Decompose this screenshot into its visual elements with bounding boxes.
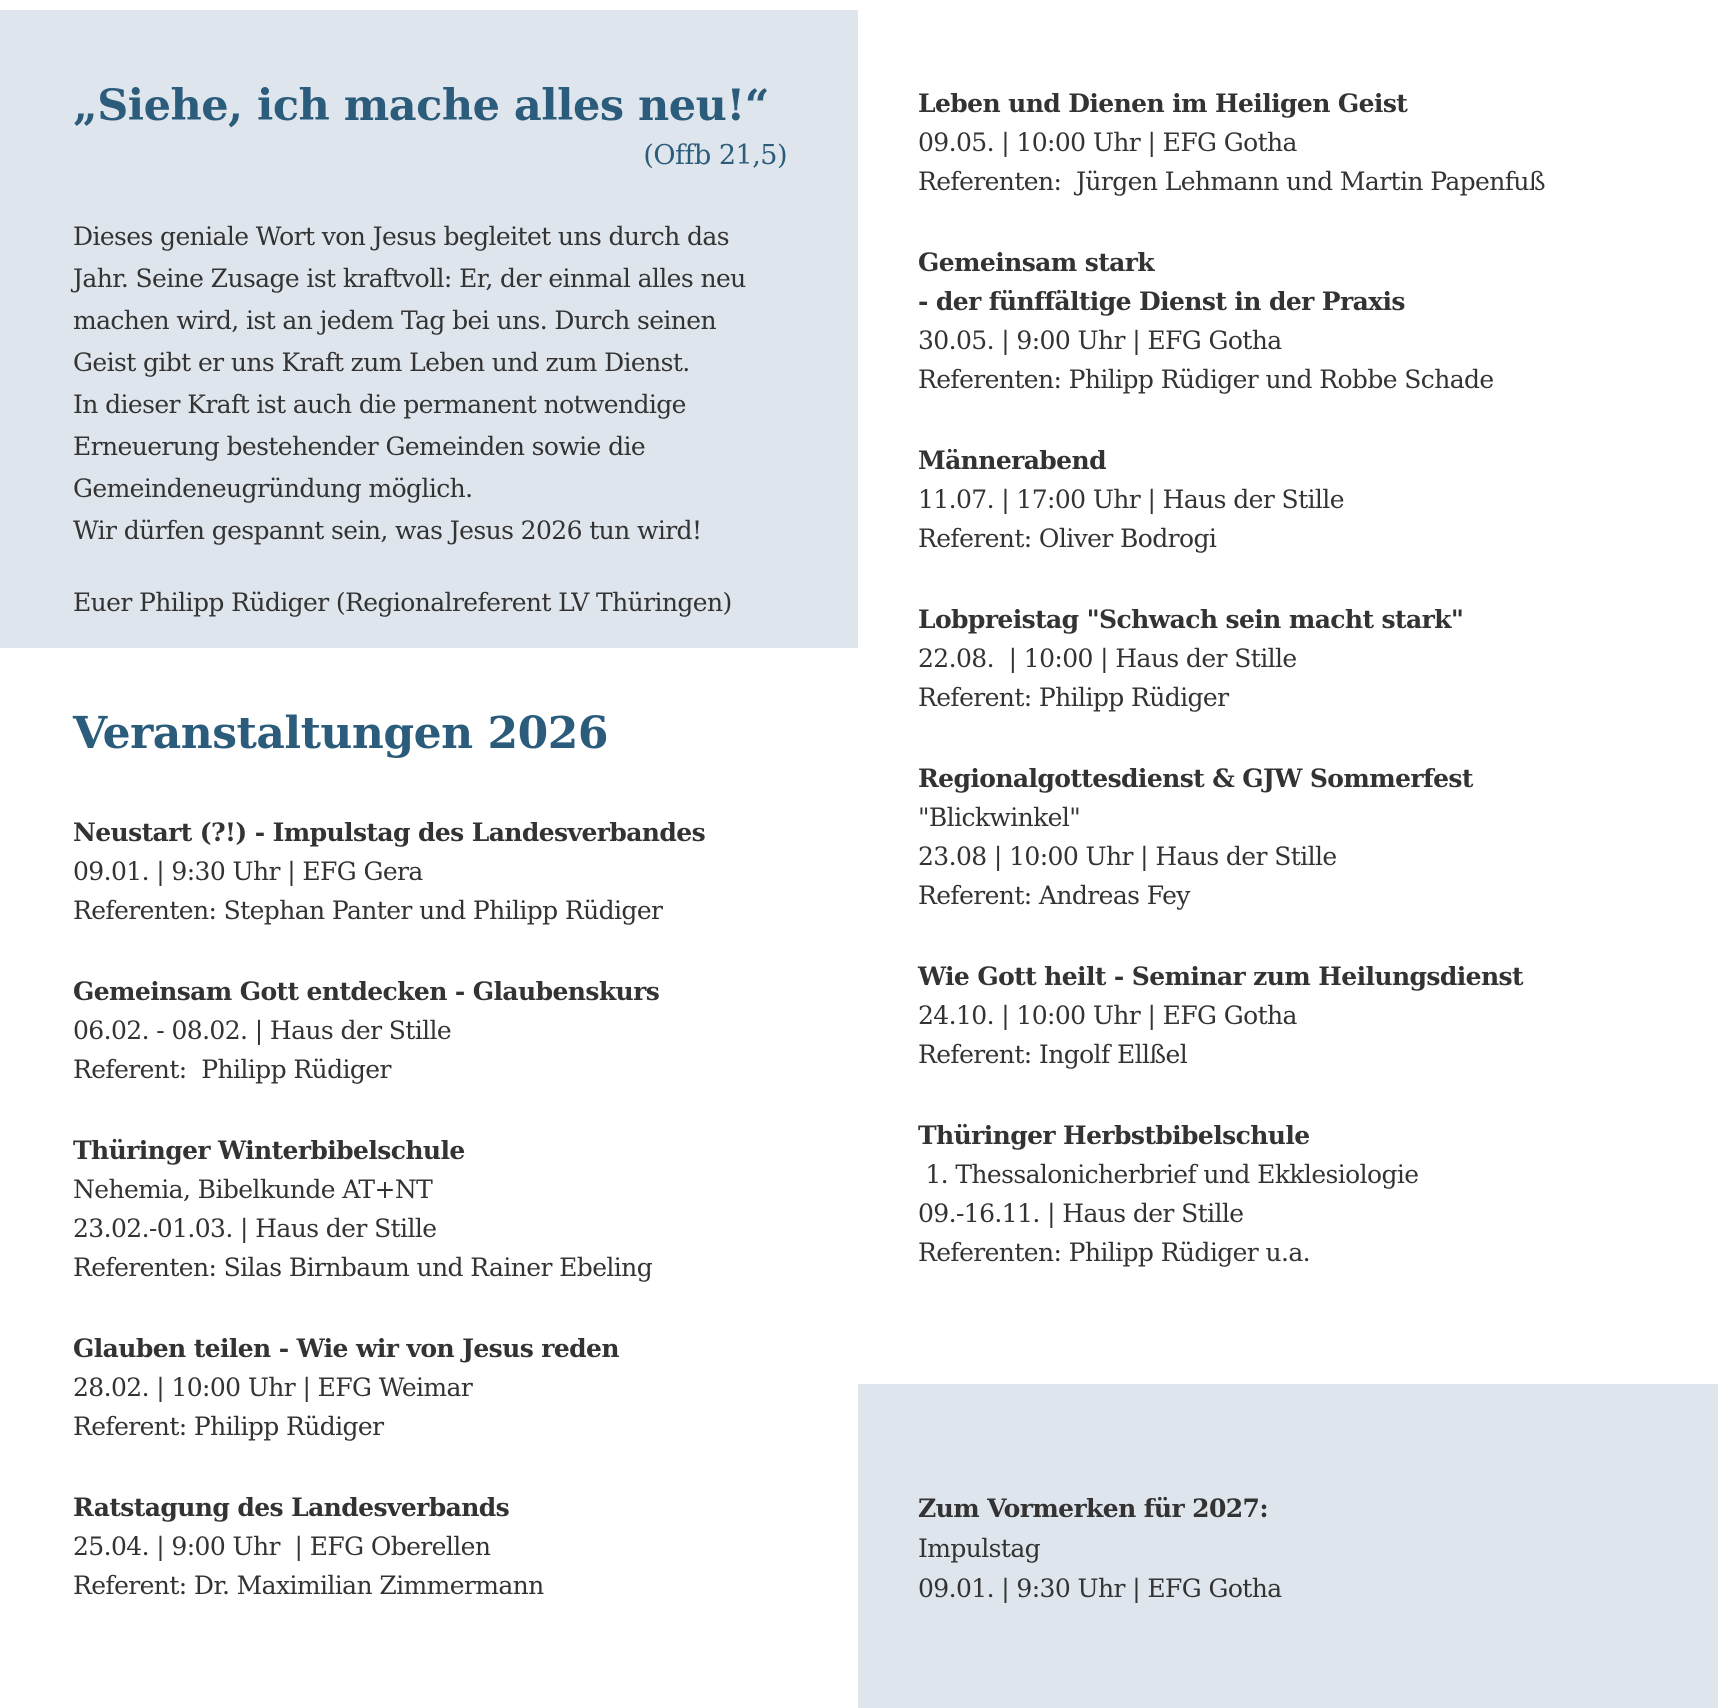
event-item: [918, 759, 1698, 915]
event-detail: Referent: Ingolf Ellßel: [918, 1040, 1188, 1069]
event-detail: Referenten: Philipp Rüdiger und Robbe Schade: [918, 365, 1494, 394]
event-detail: 30.05. | 9:00 Uhr | EFG Gotha: [918, 326, 1282, 355]
paragraph-line: Dieses geniale Wort von Jesus begleitet uns durch das: [73, 222, 729, 251]
paragraph-line: Wir dürfen gespannt sein, was Jesus 2026 tun wird!: [73, 516, 702, 545]
event-item: [918, 441, 1698, 558]
event-item: [73, 813, 805, 930]
event-detail: Referent: Andreas Fey: [918, 881, 1190, 910]
event-detail: Nehemia, Bibelkunde AT+NT: [73, 1175, 433, 1204]
event-detail: 06.02. - 08.02. | Haus der Stille: [73, 1016, 452, 1045]
event-title: Gemeinsam Gott entdecken - Glaubenskurs: [73, 977, 660, 1006]
event-detail: Referenten: Philipp Rüdiger u.a.: [918, 1238, 1311, 1267]
event-title: Glauben teilen - Wie wir von Jesus reden: [73, 1334, 619, 1363]
event-title: Männerabend: [918, 446, 1106, 475]
quote-heading: „Siehe, ich mache alles neu!“: [73, 81, 769, 131]
event-title: Neustart (?!) - Impulstag des Landesverbandes: [73, 818, 706, 847]
paragraph-line: Erneuerung bestehender Gemeinden sowie die: [73, 432, 646, 461]
event-detail: 28.02. | 10:00 Uhr | EFG Weimar: [73, 1373, 473, 1402]
event-detail: Referenten: Silas Birnbaum und Rainer Ebeling: [73, 1253, 653, 1282]
event-detail: Referent: Dr. Maximilian Zimmermann: [73, 1571, 544, 1600]
event-title: Thüringer Winterbibelschule: [73, 1136, 465, 1165]
event-item: [73, 972, 805, 1089]
event-detail: 1. Thessalonicherbrief und Ekklesiologie: [918, 1160, 1419, 1189]
event-item: [73, 1329, 805, 1446]
event-item: [918, 84, 1698, 201]
right-events-list: [918, 84, 1698, 1272]
event-item: [73, 1488, 805, 1605]
event-detail: Referent: Philipp Rüdiger: [73, 1055, 391, 1084]
right-column: [918, 84, 1698, 1314]
event-detail: Referenten: Jürgen Lehmann und Martin Papenfuß: [918, 167, 1546, 196]
event-detail: "Blickwinkel": [918, 803, 1081, 832]
event-item: [73, 1131, 805, 1287]
event-detail: 23.08 | 10:00 Uhr | Haus der Stille: [918, 842, 1337, 871]
paragraph-line: In dieser Kraft ist auch die permanent notwendige: [73, 390, 686, 419]
event-title: - der fünffältige Dienst in der Praxis: [918, 287, 1405, 316]
event-title: Gemeinsam stark: [918, 248, 1155, 277]
event-detail: 22.08. | 10:00 | Haus der Stille: [918, 644, 1297, 673]
event-detail: 11.07. | 17:00 Uhr | Haus der Stille: [918, 485, 1344, 514]
event-detail: Referenten: Stephan Panter und Philipp Rüdiger: [73, 896, 663, 925]
event-item: [918, 600, 1698, 717]
event-item: [918, 957, 1698, 1074]
quote-paragraph: [73, 216, 805, 552]
quote-reference: (Offb 21,5): [643, 140, 787, 171]
event-detail: 25.04. | 9:00 Uhr | EFG Oberellen: [73, 1532, 491, 1561]
event-detail: Referent: Philipp Rüdiger: [73, 1412, 384, 1441]
left-events-list: [73, 813, 805, 1605]
event-title: Wie Gott heilt - Seminar zum Heilungsdienst: [918, 962, 1523, 991]
event-title: Lobpreistag "Schwach sein macht stark": [918, 605, 1464, 634]
event-detail: 09.01. | 9:30 Uhr | EFG Gera: [73, 857, 423, 886]
save-the-date-box: [858, 1384, 1718, 1708]
save-the-date-line: 09.01. | 9:30 Uhr | EFG Gotha: [918, 1574, 1282, 1603]
quote-signature: Euer Philipp Rüdiger (Regionalreferent LV Thüringen): [73, 588, 732, 617]
event-detail: Referent: Oliver Bodrogi: [918, 524, 1217, 553]
event-title: Thüringer Herbstbibelschule: [918, 1121, 1310, 1150]
left-column: [73, 0, 805, 1647]
save-the-date-title: Zum Vormerken für 2027:: [918, 1494, 1268, 1523]
events-heading: Veranstaltungen 2026: [73, 708, 608, 759]
save-the-date-lines: [918, 1529, 1718, 1609]
event-detail: 23.02.-01.03. | Haus der Stille: [73, 1214, 437, 1243]
event-item: [918, 243, 1698, 399]
save-the-date-line: Impulstag: [918, 1534, 1041, 1563]
event-detail: 24.10. | 10:00 Uhr | EFG Gotha: [918, 1001, 1297, 1030]
event-title: Regionalgottesdienst & GJW Sommerfest: [918, 764, 1473, 793]
paragraph-line: Jahr. Seine Zusage ist kraftvoll: Er, der einmal alles neu: [73, 264, 746, 293]
event-detail: 09.05. | 10:00 Uhr | EFG Gotha: [918, 128, 1297, 157]
paragraph-line: machen wird, ist an jedem Tag bei uns. Durch seinen: [73, 306, 716, 335]
paragraph-line: Geist gibt er uns Kraft zum Leben und zum Dienst.: [73, 348, 690, 377]
event-item: [918, 1116, 1698, 1272]
event-title: Leben und Dienen im Heiligen Geist: [918, 89, 1408, 118]
paragraph-line: Gemeindeneugründung möglich.: [73, 474, 473, 503]
event-detail: Referent: Philipp Rüdiger: [918, 683, 1229, 712]
event-title: Ratstagung des Landesverbands: [73, 1493, 510, 1522]
event-detail: 09.-16.11. | Haus der Stille: [918, 1199, 1244, 1228]
